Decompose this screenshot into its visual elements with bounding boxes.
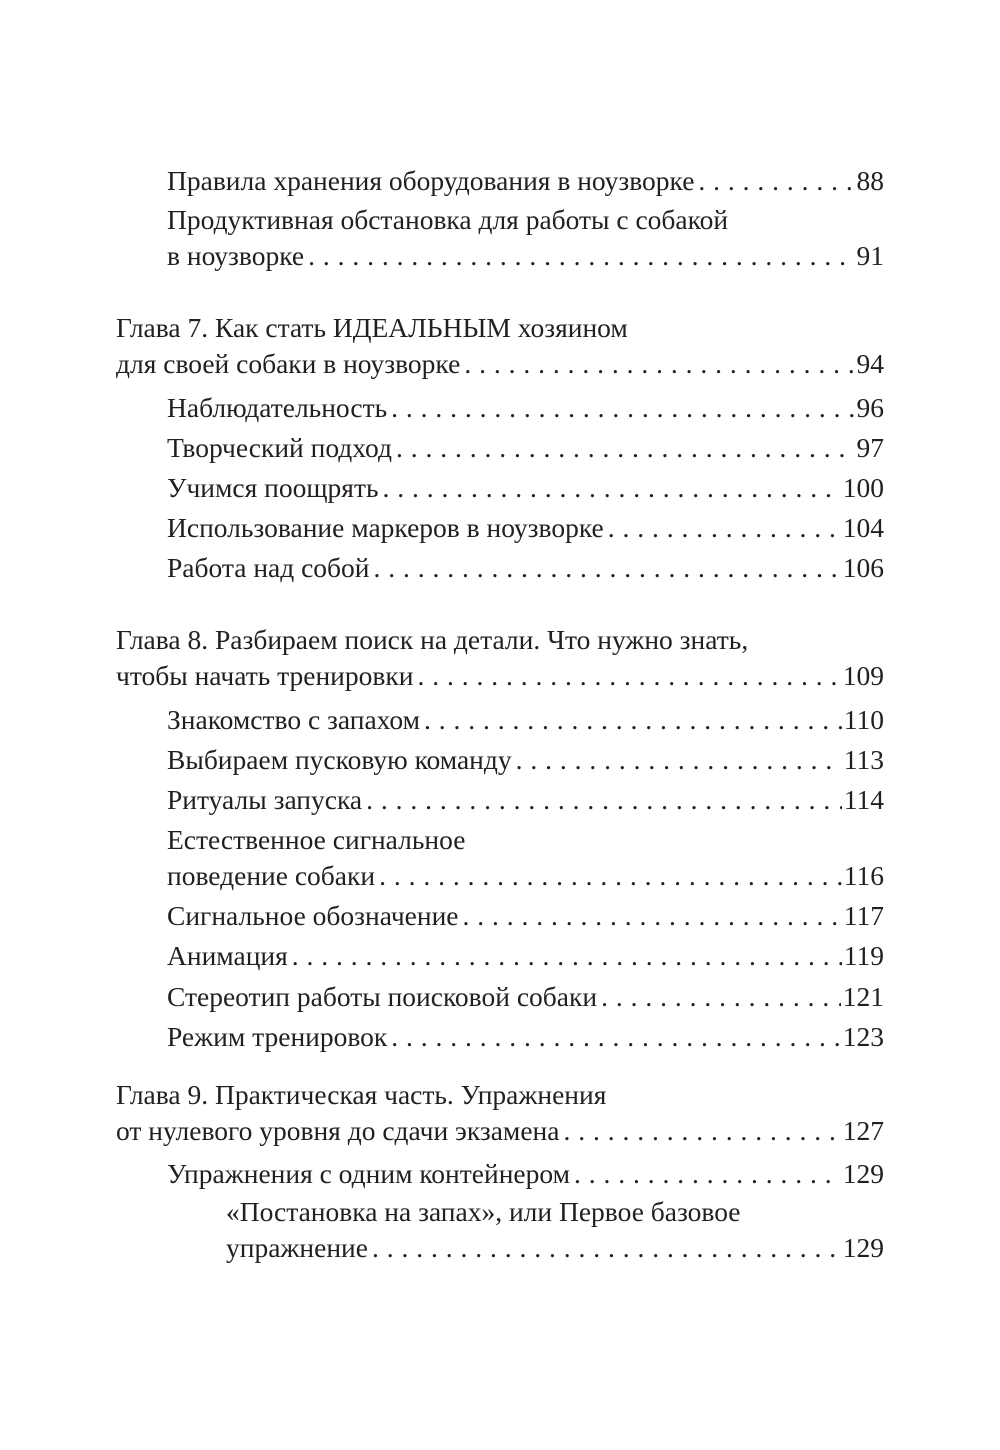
dot-leader <box>512 742 842 778</box>
dot-leader <box>413 658 840 694</box>
toc-page-number: 116 <box>843 860 884 891</box>
toc-entry <box>167 898 884 934</box>
toc-page-number: 91 <box>856 240 884 271</box>
toc-entry <box>167 510 884 546</box>
toc-page-number: 97 <box>856 432 884 463</box>
chapter-heading: Глава 7. Как стать ИДЕАЛЬНЫМ хозяином <box>116 312 628 343</box>
toc-entry-title: для своей собаки в ноузворке <box>116 348 461 379</box>
dot-leader <box>379 470 841 506</box>
dot-leader <box>460 346 854 382</box>
dot-leader <box>368 1230 841 1266</box>
toc-page-number: 123 <box>842 1021 884 1052</box>
toc-entry-title: чтобы начать тренировки <box>116 660 414 691</box>
dot-leader <box>420 702 842 738</box>
toc-entry <box>167 742 884 778</box>
toc-entry <box>167 702 884 738</box>
toc-entry-title: Правила хранения оборудования в ноузворке <box>167 165 695 196</box>
toc-entry <box>167 238 884 274</box>
toc-page-number: 129 <box>842 1158 884 1189</box>
toc-entry-title: Учимся поощрять <box>167 472 379 503</box>
dot-leader <box>392 430 855 466</box>
dot-leader <box>604 510 841 546</box>
toc-page-number: 104 <box>842 512 884 543</box>
toc-page-number: 109 <box>842 660 884 691</box>
toc-entry-title: поведение собаки <box>167 860 376 891</box>
chapter-heading: Глава 8. Разбираем поиск на детали. Что нужно знать, <box>116 624 749 655</box>
dot-leader <box>570 1156 841 1192</box>
toc-page-number: 96 <box>856 392 884 423</box>
dot-leader <box>387 1019 840 1055</box>
toc-entry-title: Ритуалы запуска <box>167 784 363 815</box>
toc-page-number: 127 <box>842 1115 884 1146</box>
toc-page-number: 121 <box>842 981 884 1012</box>
toc-entry <box>167 1019 884 1055</box>
dot-leader <box>370 550 841 586</box>
toc-chapter-entry <box>116 346 884 382</box>
toc-entry-first-line: Продуктивная обстановка для работы с собакой <box>167 204 729 235</box>
toc-page-number: 113 <box>843 744 884 775</box>
toc-entry <box>167 550 884 586</box>
toc-entry-title: упражнение <box>226 1232 368 1263</box>
toc-entry-title: Режим тренировок <box>167 1021 388 1052</box>
toc-page-number: 94 <box>856 348 884 379</box>
toc-page-number: 100 <box>842 472 884 503</box>
dot-leader <box>288 938 842 974</box>
dot-leader <box>375 858 842 894</box>
toc-entry-title: в ноузворке <box>167 240 305 271</box>
toc-entry <box>167 1156 884 1192</box>
toc-entry-title: Сигнальное обозначение <box>167 900 459 931</box>
toc-entry <box>167 782 884 818</box>
toc-entry <box>167 390 884 426</box>
toc-subentry <box>226 1230 884 1266</box>
toc-chapter-entry <box>116 1113 884 1149</box>
toc-entry-title: Выбираем пусковую команду <box>167 744 512 775</box>
toc-page-number: 114 <box>843 784 884 815</box>
dot-leader <box>694 163 854 199</box>
dot-leader <box>387 390 854 426</box>
toc-entry-title: Стереотип работы поисковой собаки <box>167 981 598 1012</box>
toc-entry <box>167 470 884 506</box>
toc-entry <box>167 938 884 974</box>
dot-leader <box>304 238 854 274</box>
dot-leader <box>459 898 842 934</box>
dot-leader <box>597 979 841 1015</box>
chapter-heading: Глава 9. Практическая часть. Упражнения <box>116 1079 607 1110</box>
toc-entry <box>167 979 884 1015</box>
toc-subentry-first-line: «Постановка на запах», или Первое базовое <box>226 1196 741 1227</box>
toc-page-number: 117 <box>843 900 884 931</box>
toc-entry-first-line: Естественное сигнальное <box>167 824 466 855</box>
toc-entry-title: от нулевого уровня до сдачи экзамена <box>116 1115 560 1146</box>
toc-entry-title: Творческий подход <box>167 432 392 463</box>
toc-entry <box>167 858 884 894</box>
toc-chapter-entry <box>116 658 884 694</box>
toc-entry-title: Знакомство с запахом <box>167 704 420 735</box>
toc-page-number: 129 <box>842 1232 884 1263</box>
toc-page-number: 110 <box>843 704 884 735</box>
toc-entry <box>167 163 884 199</box>
toc-page-number: 119 <box>843 940 884 971</box>
toc-entry-title: Использование маркеров в ноузворке <box>167 512 604 543</box>
toc-entry <box>167 430 884 466</box>
toc-entry-title: Работа над собой <box>167 552 370 583</box>
toc-entry-title: Упражнения с одним контейнером <box>167 1158 571 1189</box>
toc-page-number: 88 <box>856 165 884 196</box>
toc-page-number: 106 <box>842 552 884 583</box>
toc-entry-title: Наблюдательность <box>167 392 388 423</box>
toc-entry-title: Анимация <box>167 940 288 971</box>
dot-leader <box>559 1113 840 1149</box>
dot-leader <box>362 782 842 818</box>
